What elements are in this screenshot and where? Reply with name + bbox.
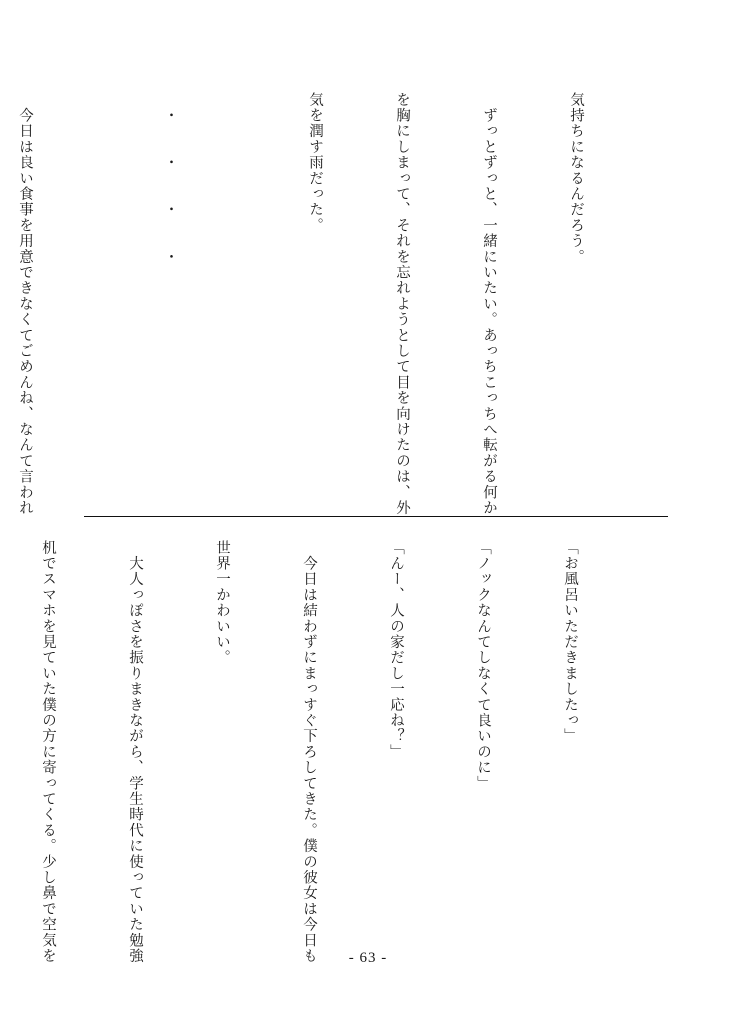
text-line: 「んー、人の家だし一応ね？」 bbox=[388, 540, 404, 760]
text-line: 今日は良い食事を用意できなくてごめんね、なんて言われ bbox=[17, 92, 33, 516]
text-line: 気を潤す雨だった。 bbox=[307, 92, 323, 234]
top-text-block bbox=[0, 92, 648, 516]
text-line: 「ノックなんてしなくて良いのに」 bbox=[475, 540, 491, 792]
text-line: 大人っぽさを振りまきながら、学生時代に使っていた勉強 bbox=[127, 540, 143, 964]
page-number: - 63 - bbox=[348, 950, 388, 966]
text-line: 机でスマホを見ていた僕の方に寄ってくる。少し鼻で空気を bbox=[40, 540, 56, 964]
text-line: 気持ちになるんだろう。 bbox=[568, 92, 584, 265]
text-line: 今日は結わずにまっすぐ下ろしてきた。僕の彼女は今日も bbox=[301, 540, 317, 964]
section-divider bbox=[84, 516, 668, 517]
text-line: を胸にしまって、それを忘れようとして目を向けたのは、外 bbox=[394, 92, 410, 516]
text-line: ずっとずっと、一緒にいたい。あっちこっちへ転がる何か bbox=[481, 92, 497, 516]
scene-break-dots: ・ ・ ・ ・ bbox=[162, 92, 178, 265]
text-line: 世界一かわいい。 bbox=[214, 540, 230, 666]
text-line: 「お風呂いただきましたっ」 bbox=[562, 540, 578, 745]
